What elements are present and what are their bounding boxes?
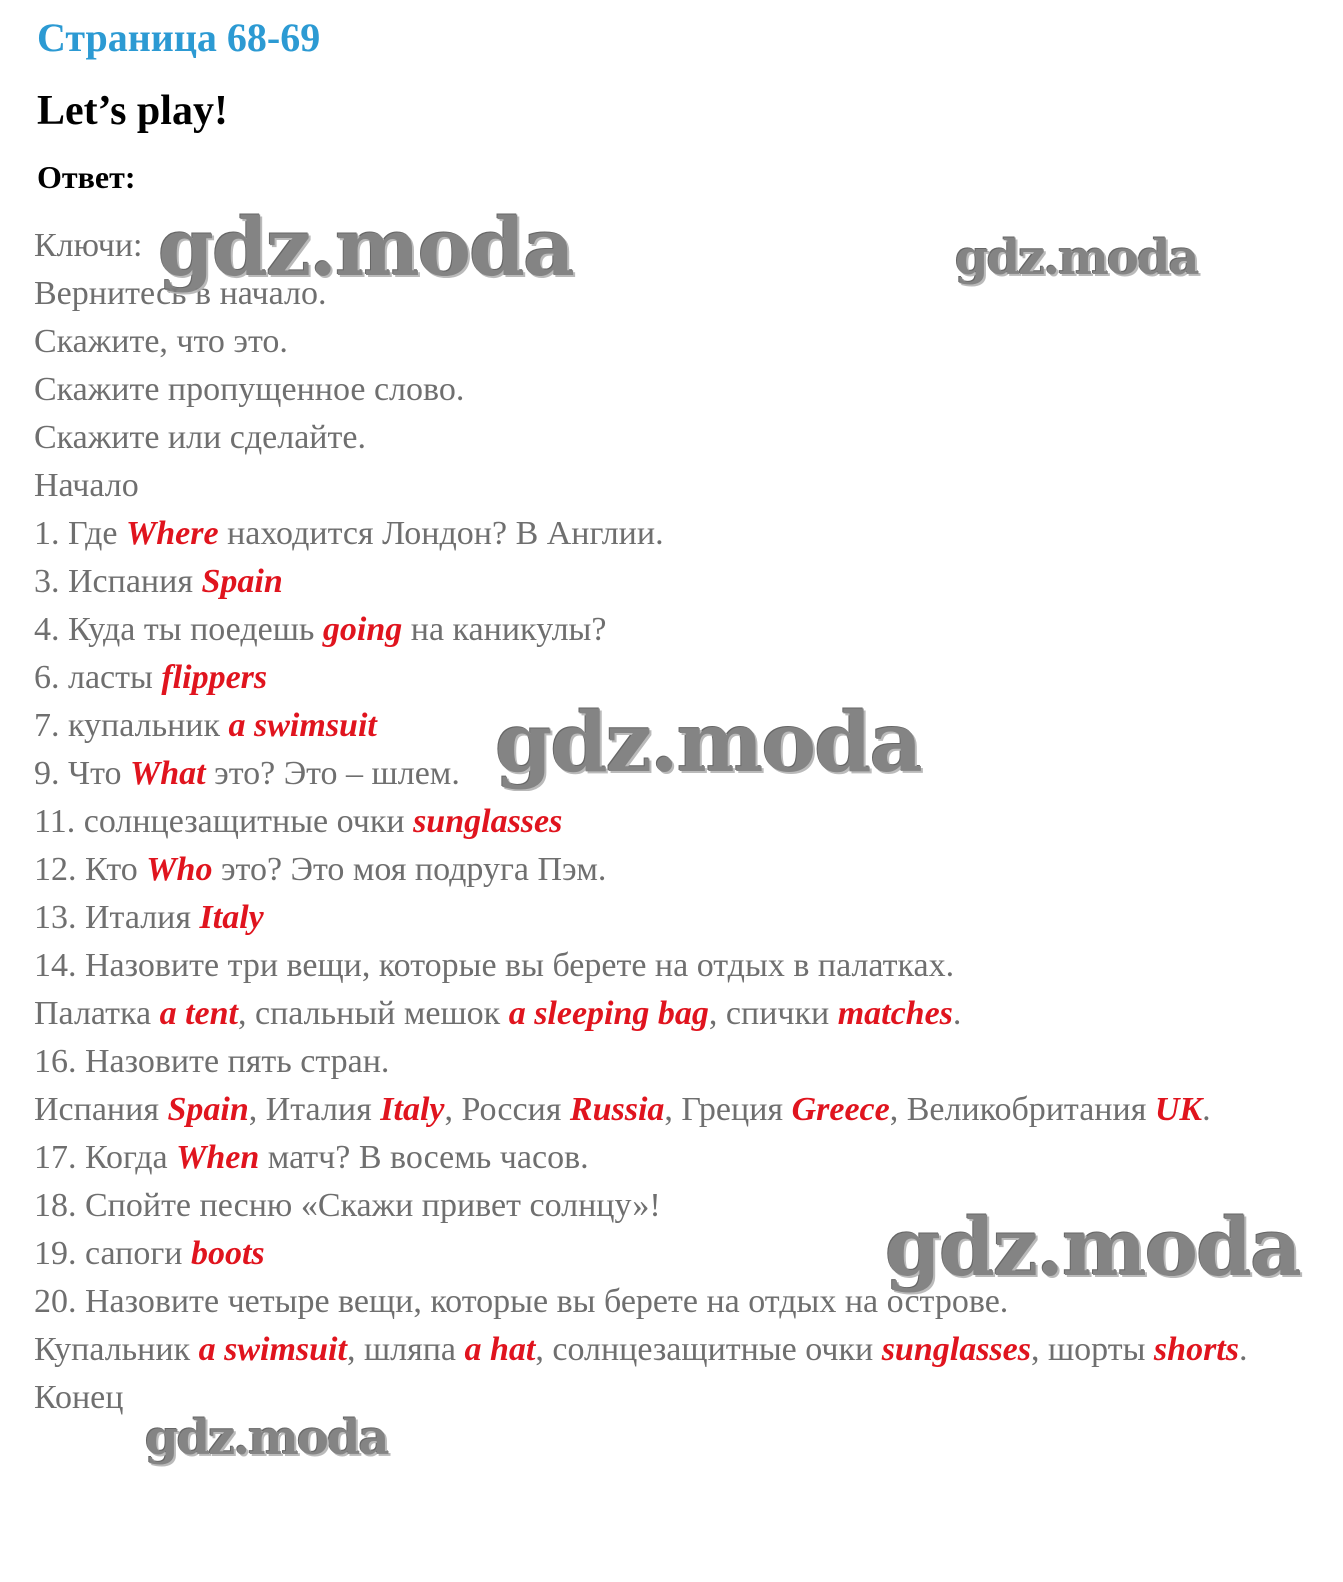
- answer-word: Where: [126, 515, 219, 552]
- text-segment: 1. Где: [34, 515, 126, 552]
- text-line: [34, 1182, 1309, 1230]
- text-segment: , Великобритания: [889, 1091, 1155, 1128]
- text-line: [34, 1134, 1309, 1182]
- answer-word: Russia: [569, 1091, 665, 1128]
- text-segment: .: [1202, 1091, 1211, 1128]
- answer-word: matches: [837, 995, 953, 1032]
- text-line: [34, 942, 1309, 990]
- answer-word: boots: [190, 1235, 265, 1272]
- text-segment: .: [952, 995, 962, 1032]
- answer-word: What: [130, 755, 206, 792]
- text-segment: , Греция: [664, 1091, 792, 1128]
- text-line: [34, 702, 1309, 750]
- text-line: [34, 222, 1309, 270]
- text-line: [34, 414, 1309, 462]
- answer-word: a tent: [159, 995, 238, 1032]
- text-segment: , солнцезащитные очки: [535, 1331, 882, 1368]
- answer-word: Greece: [791, 1091, 890, 1128]
- text-line: [34, 798, 1309, 846]
- watermark: gdz.moda: [495, 695, 921, 791]
- answer-word: a hat: [464, 1331, 536, 1368]
- answer-word: When: [176, 1139, 260, 1176]
- text-segment: Скажите, что это.: [34, 323, 288, 360]
- text-segment: на каникулы?: [402, 611, 607, 648]
- text-segment: находится Лондон? В Англии.: [218, 515, 664, 552]
- answer-word: Spain: [167, 1091, 249, 1128]
- text-segment: 14. Назовите три вещи, которые вы берете на отдых в палатках.: [34, 947, 955, 984]
- text-segment: 17. Когда: [34, 1139, 177, 1176]
- text-segment: , шорты: [1030, 1331, 1154, 1368]
- text-segment: матч? В восемь часов.: [259, 1139, 589, 1176]
- text-segment: 11. солнцезащитные очки: [34, 803, 414, 840]
- text-segment: , шляпа: [346, 1331, 465, 1368]
- text-line: [34, 750, 1309, 798]
- text-segment: Конец: [34, 1379, 124, 1416]
- text-segment: Скажите или сделайте.: [34, 419, 366, 456]
- text-segment: это? Это моя подруга Пэм.: [212, 851, 607, 888]
- text-segment: 13. Италия: [34, 899, 200, 936]
- text-segment: 9. Что: [34, 755, 131, 792]
- text-segment: , спальный мешок: [237, 995, 509, 1032]
- text-segment: Начало: [34, 467, 139, 504]
- text-segment: 6. ласты: [34, 659, 162, 696]
- text-line: [34, 990, 1309, 1038]
- text-segment: Купальник: [34, 1331, 199, 1368]
- answer-word: a swimsuit: [228, 707, 377, 744]
- answer-word: going: [322, 611, 403, 648]
- text-line: [34, 1230, 1309, 1278]
- answer-word: sunglasses: [881, 1331, 1031, 1368]
- watermark: gdz.moda: [955, 230, 1198, 286]
- text-line: [34, 1086, 1309, 1134]
- text-segment: 7. купальник: [34, 707, 229, 744]
- answer-word: flippers: [161, 659, 268, 696]
- text-segment: 4. Куда ты поедешь: [34, 611, 323, 648]
- text-segment: 19. сапоги: [34, 1235, 191, 1272]
- text-segment: Ключи:: [34, 227, 143, 264]
- answer-word: a sleeping bag: [508, 995, 709, 1032]
- text-segment: Испания: [34, 1091, 168, 1128]
- text-segment: 20. Назовите четыре вещи, которые вы берете на отдых на острове.: [34, 1283, 1009, 1320]
- answer-word: shorts: [1153, 1331, 1239, 1368]
- text-segment: .: [1238, 1331, 1248, 1368]
- text-line: [34, 1278, 1309, 1326]
- text-line: [34, 894, 1309, 942]
- text-segment: Скажите пропущенное слово.: [34, 371, 465, 408]
- text-line: [34, 1374, 1309, 1422]
- text-segment: 12. Кто: [34, 851, 147, 888]
- text-line: [34, 606, 1309, 654]
- text-line: [34, 846, 1309, 894]
- text-line: [34, 558, 1309, 606]
- text-line: [34, 366, 1309, 414]
- section-title: Let’s play!: [37, 88, 228, 134]
- answer-word: Italy: [380, 1091, 445, 1128]
- watermark: gdz.moda: [158, 200, 573, 294]
- text-line: [34, 462, 1309, 510]
- watermark: gdz.moda: [145, 1410, 388, 1466]
- answer-word: UK: [1154, 1091, 1203, 1128]
- answer-text: [34, 222, 1309, 1422]
- text-segment: , Италия: [248, 1091, 381, 1128]
- answer-word: a swimsuit: [198, 1331, 347, 1368]
- page-title: Страница 68-69: [37, 15, 321, 60]
- text-line: [34, 654, 1309, 702]
- text-line: [34, 318, 1309, 366]
- answer-label: Ответ:: [37, 159, 136, 195]
- text-segment: , спички: [708, 995, 838, 1032]
- answer-word: Spain: [201, 563, 283, 600]
- text-segment: это? Это – шлем.: [205, 755, 460, 792]
- text-line: [34, 510, 1309, 558]
- text-segment: , Россия: [444, 1091, 570, 1128]
- answer-word: Italy: [199, 899, 264, 936]
- text-segment: 16. Назовите пять стран.: [34, 1043, 390, 1080]
- answer-word: Who: [146, 851, 213, 888]
- text-line: [34, 270, 1309, 318]
- text-segment: Палатка: [34, 995, 160, 1032]
- text-segment: Вернитесь в начало.: [34, 275, 327, 312]
- answer-word: sunglasses: [413, 803, 563, 840]
- text-line: [34, 1038, 1309, 1086]
- text-segment: 3. Испания: [34, 563, 202, 600]
- text-line: [34, 1326, 1309, 1374]
- watermark: gdz.moda: [885, 1200, 1300, 1294]
- text-segment: 18. Спойте песню «Скажи привет солнцу»!: [34, 1187, 661, 1224]
